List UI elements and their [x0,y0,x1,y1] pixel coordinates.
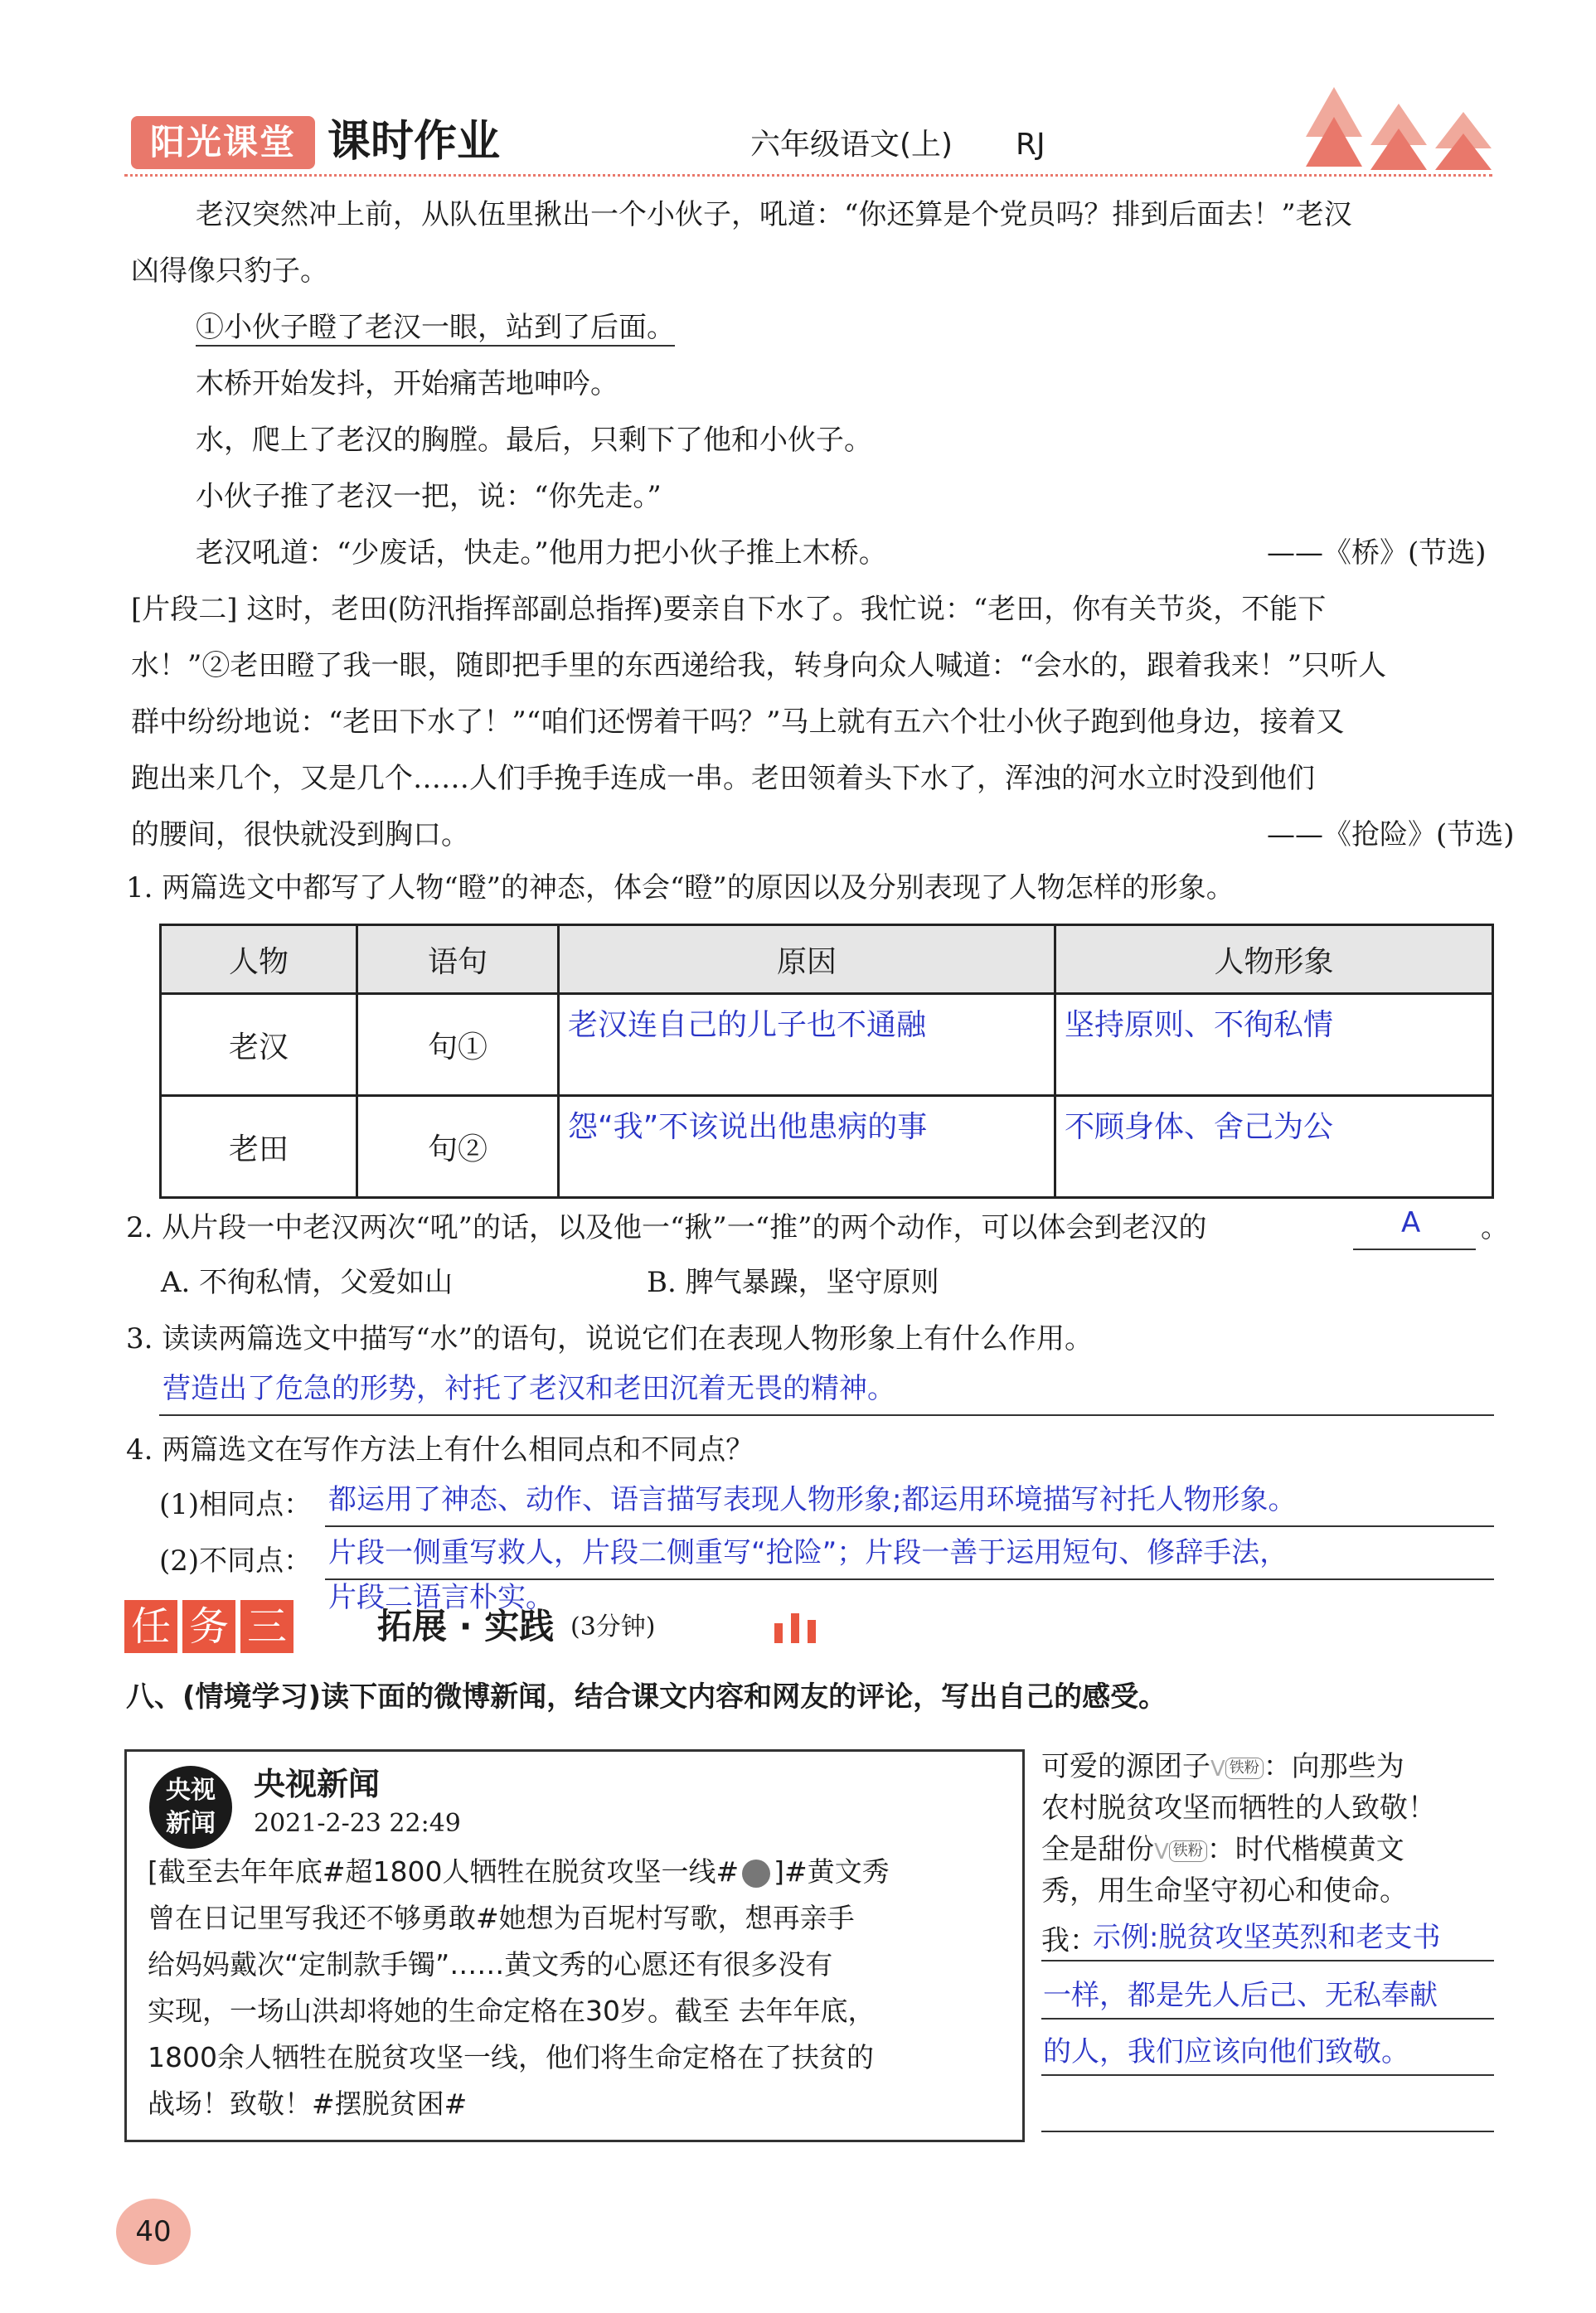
question-2: 2. 从片段一中老汉两次“吼”的话，以及他一“揪”一“推”的两个动作，可以体会到老汉的 [126,1211,1207,1244]
header-divider [124,174,1492,177]
table-cell-reason[interactable]: 老汉连自己的儿子也不通融 [559,994,1055,1096]
table-row [161,994,1493,1096]
verified-icon: V [1210,1757,1225,1782]
comment-2-line: 秀，用生命坚守初心和使命。 [1041,1874,1408,1908]
table-cell-reason[interactable]: 怨“我”不该说出他患病的事 [559,1096,1055,1198]
passage1-line: 凶得像只豹子。 [131,255,328,288]
emoji-icon [742,1860,770,1888]
answer-line [1041,2131,1494,2132]
cctv-news-logo-icon [149,1766,232,1849]
fan-badge: 铁粉 [1225,1758,1264,1779]
comment-user: 全是甜份 [1041,1833,1154,1866]
comment-text: ：向那些为 [1263,1750,1404,1783]
bar-decoration-icon [774,1623,783,1643]
bar-decoration-icon [791,1613,799,1643]
weibo-body-line: 实现，一场山洪却将她的生命定格在30岁。截至 去年年底， [148,1995,876,2027]
weibo-text: ]#黄文秀 [774,1855,890,1888]
comment-user: 可爱的源团子 [1041,1750,1210,1783]
answer-blank-line [1353,1249,1476,1250]
task-char: 任 [124,1600,177,1653]
task-char: 三 [240,1600,293,1653]
table-header: 原因 [559,925,1055,994]
table-cell-person: 老田 [161,1096,357,1198]
answer-line [1041,2074,1494,2076]
answer-line [1041,2018,1494,2020]
question-3-answer[interactable]: 营造出了危急的形势，衬托了老汉和老田沉着无畏的精神。 [163,1372,895,1405]
table-cell-person: 老汉 [161,994,357,1096]
weibo-body-line: 曾在日记里写我还不够勇敢#她想为百坭村写歌，想再亲手 [148,1902,855,1934]
passage1-sentence-1: ①小伙子瞪了老汉一眼，站到了后面。 [196,310,675,347]
me-answer-line[interactable]: 一样，都是先人后己、无私奉献 [1043,1979,1438,2012]
same-label: (1)相同点： [159,1488,313,1521]
grade-label: 六年级语文(上) [750,128,953,162]
passage2-line: 群中纷纷地说：“老田下水了！”“咱们还愣着干吗？”马上就有五六个壮小伙子跑到他身边，接着又 [131,706,1345,739]
table-cell-image[interactable]: 不顾身体、舍己为公 [1055,1096,1493,1198]
fan-badge: 铁粉 [1169,1840,1207,1862]
task-time: (3分钟) [570,1612,656,1641]
series-title: 课时作业 [327,117,501,167]
weibo-body-line: 1800余人牺牲在脱贫攻坚一线，他们将生命定格在了扶贫的 [148,2041,874,2073]
question-2-end: 。 [1481,1211,1509,1244]
passage1-line: 老汉突然冲上前，从队伍里揪出一个小伙子，吼道：“你还算是个党员吗？排到后面去！”老汉 [196,198,1352,231]
question-1: 1. 两篇选文中都写了人物“瞪”的神态，体会“瞪”的原因以及分别表现了人物怎样的形象。 [126,871,1235,904]
diff-label: (2)不同点： [159,1544,313,1578]
me-answer-line[interactable]: 示例:脱贫攻坚英烈和老支书 [1093,1921,1441,1954]
comment-1-line: 农村脱贫攻坚而牺牲的人致敬！ [1041,1792,1436,1825]
diff-answer[interactable]: 片段一侧重写救人，片段二侧重写“抢险”；片段一善于运用短句、修辞手法， [328,1536,1288,1569]
question-8: 八、(情境学习)读下面的微博新闻，结合课文内容和网友的评论，写出自己的感受。 [126,1680,1167,1714]
passage1-line: 小伙子推了老汉一把，说：“你先走。” [196,480,662,513]
table-header-row [161,925,1493,994]
question-4: 4. 两篇选文在写作方法上有什么相同点和不同点？ [126,1433,754,1467]
logo-text: 新闻 [166,1809,216,1838]
option-a: A. 不徇私情，父爱如山 [161,1266,454,1299]
task-char: 务 [182,1600,235,1653]
table-row [161,1096,1493,1198]
answer-line [1041,1960,1494,1961]
comment-text: ：时代楷模黄文 [1206,1833,1404,1866]
passage2-line: 水！”②老田瞪了我一眼，随即把手里的东西递给我，转身向众人喊道：“会水的，跟着我来！”只听人 [131,649,1387,682]
answer-line [325,1525,1494,1527]
bar-decoration-icon [808,1620,816,1643]
me-label: 我： [1041,1924,1098,1957]
diff-answer[interactable]: 片段二语言朴实。 [328,1581,554,1614]
passage1-line: 老汉吼道：“少废话，快走。”他用力把小伙子推上木桥。 [196,536,887,570]
table-cell-sentence: 句② [357,1096,559,1198]
brand-label: 阳光课堂 [131,116,315,169]
table-header: 语句 [357,925,559,994]
table-cell-sentence: 句① [357,994,559,1096]
weibo-datetime: 2021-2-23 22:49 [254,1809,461,1838]
answer-table [159,924,1494,1199]
weibo-body-line [148,1854,890,1890]
weibo-text: [截至去年年底#超1800人牺牲在脱贫攻坚一线# [148,1855,740,1888]
passage2-source: ——《抢险》(节选) [1267,818,1515,851]
passage1-source: ——《桥》(节选) [1267,536,1487,570]
weibo-body-line: 战场！致敬！#摆脱贫困# [148,2088,468,2120]
passage2-line: [片段二] 这时，老田(防汛指挥部副总指挥)要亲自下水了。我忙说：“老田，你有关节炎，不能下 [131,593,1327,626]
same-answer[interactable]: 都运用了神态、动作、语言描写表现人物形象;都运用环境描写衬托人物形象。 [328,1483,1297,1516]
weibo-body-line: 给妈妈戴次“定制款手镯”……黄文秀的心愿还有很多没有 [148,1948,833,1981]
logo-text: 央视 [166,1776,216,1805]
passage1-line: 木桥开始发抖，开始痛苦地呻吟。 [196,367,619,400]
me-answer-line[interactable]: 的人，我们应该向他们致敬。 [1043,2035,1409,2068]
page-number: 40 [116,2199,191,2265]
table-cell-image[interactable]: 坚持原则、不徇私情 [1055,994,1493,1096]
comment-2-line [1041,1831,1404,1871]
comment-1-line [1041,1748,1404,1788]
answer-line [159,1414,1494,1416]
task-title: 拓展 · 实践 [377,1606,555,1646]
edition-label: RJ [1016,128,1045,162]
passage2-line: 跑出来几个，又是几个……人们手挽手连成一串。老田领着头下水了，浑浊的河水立时没到他们 [131,762,1315,795]
weibo-account: 央视新闻 [254,1766,381,1802]
verified-icon: V [1154,1840,1169,1864]
passage2-line: 的腰间，很快就没到胸口。 [131,818,469,851]
passage1-line: 水，爬上了老汉的胸膛。最后，只剩下了他和小伙子。 [196,424,872,457]
question-3: 3. 读读两篇选文中描写“水”的语句，说说它们在表现人物形象上有什么作用。 [126,1322,1094,1355]
question-2-answer[interactable]: A [1401,1206,1421,1239]
table-header: 人物 [161,925,357,994]
tree-decoration-icon [1306,87,1497,170]
table-header: 人物形象 [1055,925,1493,994]
option-b: B. 脾气暴躁，坚守原则 [647,1266,939,1299]
